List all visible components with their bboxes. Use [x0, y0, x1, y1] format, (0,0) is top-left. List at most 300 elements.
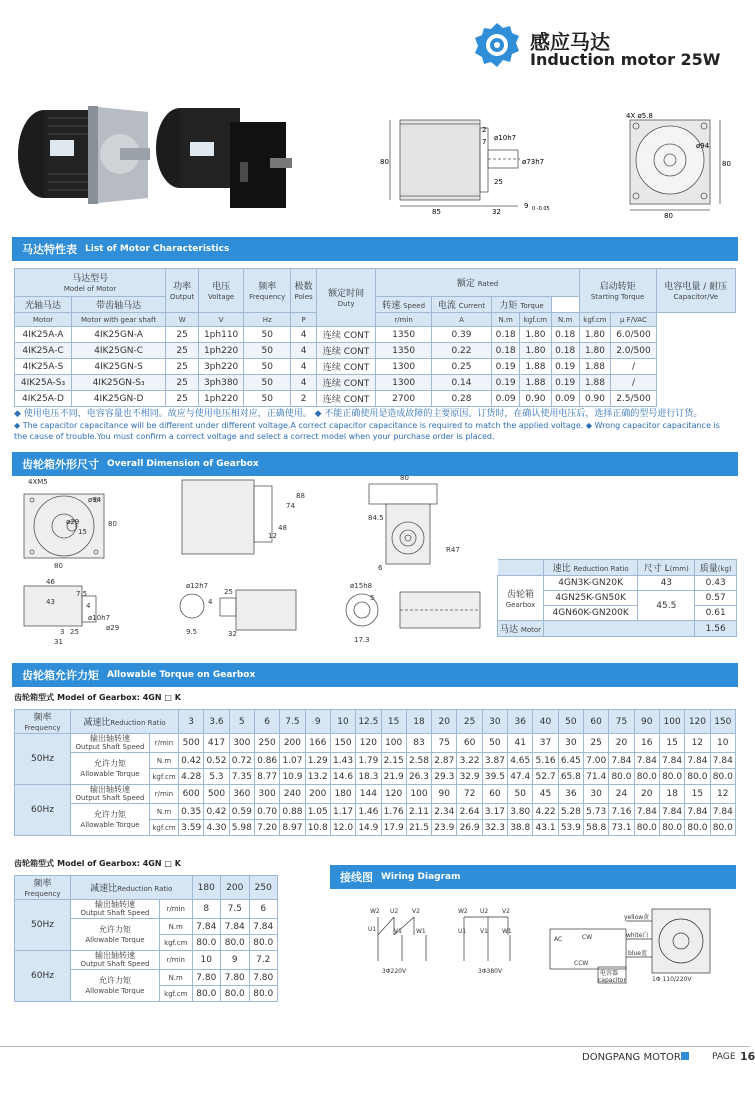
table-cell: 80.0 — [221, 935, 249, 951]
w-u1: U1 — [368, 926, 377, 933]
u-w: W — [166, 313, 199, 327]
table-cell: 4IK25A-S — [15, 359, 72, 375]
table-cell: 80.0 — [192, 935, 220, 951]
table-cell: 1300 — [376, 375, 431, 391]
table-cell: / — [611, 375, 656, 391]
table-cell: 7.84 — [634, 804, 659, 820]
table-cell: 50 — [244, 375, 291, 391]
w-u1b: U1 — [458, 928, 467, 935]
table-cell: 7.20 — [254, 820, 279, 836]
motor-photos — [8, 92, 298, 212]
dim-f-173: 17.3 — [354, 636, 370, 644]
torque-label-cn: 允许力矩 — [98, 924, 131, 934]
unit-cell: N.m — [150, 804, 179, 820]
table-cell: 52.7 — [533, 769, 558, 785]
table-cell: 71.4 — [584, 769, 609, 785]
torque-label-cn: 允许力矩 — [94, 809, 127, 819]
h-current-cn: 电流 — [437, 301, 456, 311]
table-cell: 3.22 — [457, 753, 482, 769]
table-row — [15, 951, 278, 970]
table-cell: 4IK25GN-C — [71, 343, 165, 359]
h-model-cn: 马达型号 — [72, 274, 109, 284]
dim-b-74: 74 — [286, 502, 295, 510]
table-cell: 1.29 — [305, 753, 330, 769]
table-cell: 0.42 — [179, 753, 204, 769]
page-title-en: Induction motor 25W — [530, 50, 721, 69]
table-cell: 80.0 — [192, 986, 220, 1002]
table-cell: 7.00 — [584, 753, 609, 769]
table-cell: 360 — [229, 785, 254, 804]
u-kgf: kgf.cm — [520, 313, 552, 327]
unit-cell: kgf.cm — [159, 986, 192, 1002]
table-cell: 83 — [406, 734, 431, 753]
table-cell: 500 — [204, 785, 229, 804]
w-u2b: U2 — [480, 908, 489, 915]
table-cell: 2.5/500 — [611, 391, 656, 407]
table-cell: 1.80 — [520, 327, 552, 343]
wiring-diagram — [330, 895, 736, 995]
size-2: 45.5 — [638, 591, 695, 621]
footer-page-label: PAGE — [712, 1052, 736, 1062]
ratio-cell: 100 — [659, 710, 684, 734]
table-cell: 29.3 — [432, 769, 457, 785]
section-title-cn: 马达特性表 — [22, 243, 77, 256]
table-cell: 50 — [508, 785, 533, 804]
table-cell: 8.97 — [280, 820, 305, 836]
dim-d-3: 3 — [60, 628, 65, 636]
u-a: A — [431, 313, 492, 327]
ratio-cell: 6 — [254, 710, 279, 734]
table-cell: 80.0 — [609, 769, 634, 785]
table-cell: 7.84 — [221, 919, 249, 935]
table-cell: 240 — [280, 785, 305, 804]
h-shaft-en: Motor — [15, 313, 72, 327]
w-w2: W2 — [370, 908, 380, 915]
ratio-cell: 30 — [482, 710, 507, 734]
dim-85: 85 — [432, 208, 441, 216]
table-cell: 1.43 — [330, 753, 355, 769]
speed-label-cn: 输出轴转速 — [94, 951, 135, 960]
h-output-cn: 功率 — [173, 282, 192, 292]
u-p: P — [291, 313, 317, 327]
table-cell: 0.25 — [431, 359, 492, 375]
table-cell: 73.1 — [609, 820, 634, 836]
footer-square-icon — [681, 1052, 689, 1060]
table-cell: 25 — [166, 327, 199, 343]
ratio-cell: 120 — [685, 710, 710, 734]
table-cell: 25 — [166, 343, 199, 359]
table-cell: 58.8 — [584, 820, 609, 836]
table-cell: 15 — [685, 785, 710, 804]
table-cell: 80.0 — [659, 769, 684, 785]
table-cell: 7.80 — [249, 970, 278, 986]
w-cap1: 3Φ220V — [382, 968, 407, 975]
table-cell: 150 — [330, 734, 355, 753]
table-cell: 100 — [406, 785, 431, 804]
w-cw: CW — [582, 934, 593, 941]
table-cell: 32.3 — [482, 820, 507, 836]
table-row — [15, 900, 278, 919]
ratio-cell: 75 — [609, 710, 634, 734]
table-cell: 1.88 — [579, 375, 611, 391]
table-cell: 80.0 — [710, 769, 735, 785]
notes — [14, 409, 734, 442]
table-cell: 连续 CONT — [316, 375, 376, 391]
ratio-cell: 50 — [558, 710, 583, 734]
table-cell: 4.65 — [508, 753, 533, 769]
dim-d-31: 31 — [54, 638, 63, 646]
torque1-model — [14, 692, 181, 703]
table-cell: 1350 — [376, 327, 431, 343]
table-cell: 6.0/500 — [611, 327, 656, 343]
table-cell: 50 — [244, 359, 291, 375]
dim-9: 9 — [524, 202, 529, 210]
h-ratio-en: Reduction Ratio — [117, 885, 173, 893]
mass-3: 0.61 — [695, 606, 737, 621]
page-title-cn: 感应马达 — [530, 30, 610, 54]
table-cell: 50 — [244, 343, 291, 359]
h-gear-cn: 带齿轴马达 — [96, 301, 142, 311]
mass-2: 0.57 — [695, 591, 737, 606]
table-cell: 90 — [432, 785, 457, 804]
w-w1b: W1 — [502, 928, 512, 935]
section-title-en: List of Motor Characteristics — [85, 244, 230, 254]
table-cell: 7.35 — [229, 769, 254, 785]
table-cell: 20 — [609, 734, 634, 753]
dim-d-29: ø29 — [106, 624, 120, 632]
table-cell: 1.46 — [356, 804, 381, 820]
torque1-model-en: Model of Gearbox: 4GN □ K — [57, 693, 181, 702]
table-cell: 10.9 — [280, 769, 305, 785]
table-cell: 12 — [685, 734, 710, 753]
table-cell: 4 — [291, 343, 317, 359]
table-cell: 5.16 — [533, 753, 558, 769]
table-cell: 16 — [634, 734, 659, 753]
dim-4x: 4X ø5.8 — [626, 112, 653, 120]
h-duty-en: Duty — [337, 300, 355, 308]
table-cell: 0.28 — [431, 391, 492, 407]
h-ratio-en: Reduction Ratio — [573, 565, 629, 573]
table-cell: 10 — [192, 951, 220, 970]
table-cell: 3ph380 — [199, 375, 244, 391]
table-cell: 417 — [204, 734, 229, 753]
table-cell: 7.16 — [609, 804, 634, 820]
dim-25: 25 — [494, 178, 503, 186]
table-cell: 7.84 — [659, 804, 684, 820]
table-cell: 65.8 — [558, 769, 583, 785]
h-current-en: Current — [458, 302, 486, 310]
unit-cell: r/min — [150, 734, 179, 753]
table-cell: 7.84 — [659, 753, 684, 769]
table-cell: 0.09 — [551, 391, 579, 407]
table-cell: 12 — [710, 785, 735, 804]
table-cell: 300 — [254, 785, 279, 804]
speed-label-en: Output Shaft Speed — [80, 960, 150, 968]
w-yellow: yellow黄 — [624, 914, 650, 921]
freq-cell: 60Hz — [15, 951, 71, 1002]
table-cell: 1.80 — [579, 343, 611, 359]
table-cell: 80.0 — [659, 820, 684, 836]
table-cell: 7.84 — [685, 753, 710, 769]
table-cell: 14.6 — [330, 769, 355, 785]
table-cell: 3ph220 — [199, 359, 244, 375]
table-cell: 2.34 — [432, 804, 457, 820]
w-u2: U2 — [390, 908, 399, 915]
h-voltage-en: Voltage — [207, 293, 235, 301]
note-en: ◆ The capacitor capacitance will be different under different voltage.A correct capacitor capacitance is required to match the applied voltage. ◆ Wrong capacitor capacitance is the cause of trouble.You must confirm a correct voltage and select a correct model when your purchase order is placed. — [14, 421, 720, 441]
table-cell: 30 — [584, 785, 609, 804]
table-cell: 39.5 — [482, 769, 507, 785]
h-speed-cn: 转速 — [382, 301, 401, 311]
table-cell: 600 — [179, 785, 204, 804]
table-cell: 26.3 — [406, 769, 431, 785]
table-cell: 1ph220 — [199, 391, 244, 407]
u-cap: μ F/VAC — [611, 313, 656, 327]
table-cell: 7.5 — [221, 900, 249, 919]
ratio-cell: 10 — [330, 710, 355, 734]
ratio-cell: 180 — [192, 876, 220, 900]
table-cell: 0.18 — [492, 343, 520, 359]
ratio-cell: 20 — [432, 710, 457, 734]
speed-label-cn: 输出轴转速 — [94, 900, 135, 909]
table-cell: 7.84 — [710, 804, 735, 820]
torque-table-1 — [14, 709, 736, 836]
speed-label-en: Output Shaft Speed — [75, 743, 145, 751]
h-rated-en: Rated — [477, 280, 499, 288]
size-1: 43 — [638, 576, 695, 591]
dim-2: 2 — [482, 126, 487, 134]
table-cell: 250 — [254, 734, 279, 753]
torque-label-en: Allowable Torque — [80, 820, 140, 829]
dim-d-4: 4 — [86, 602, 91, 610]
note-cn: ◆ 使用电压不同，电容容量也不相同。故应与使用电压相对应，正确使用。 ◆ 不能正确使用是造成故障的主要原因。订货时，在确认使用电压后，选择正确的型号进行订货。 — [14, 409, 703, 419]
table-cell: 80.0 — [685, 820, 710, 836]
table-cell: 24 — [609, 785, 634, 804]
section-title-cn: 接线图 — [340, 871, 373, 884]
table-cell: 80.0 — [634, 820, 659, 836]
motor-mass: 1.56 — [695, 621, 737, 637]
table-cell: 20 — [634, 785, 659, 804]
dim-b-48: 48 — [278, 524, 287, 532]
w-capacitor-en: capacitor — [598, 977, 626, 984]
u-v: V — [199, 313, 244, 327]
table-cell: 0.19 — [551, 375, 579, 391]
freq-cell: 60Hz — [15, 785, 71, 836]
section-gearbox-dimension — [12, 452, 738, 476]
dim-e-25: 25 — [224, 588, 233, 596]
dim-f-5: 5 — [370, 594, 375, 602]
table-cell: 1.76 — [381, 804, 406, 820]
table-cell: 47.4 — [508, 769, 533, 785]
w-ac: AC — [554, 936, 563, 943]
table-row — [15, 804, 736, 820]
h-start-cn: 启动转矩 — [599, 282, 636, 292]
gearbox-cn: 齿轮箱 — [506, 589, 534, 600]
table-cell: 0.88 — [280, 804, 305, 820]
table-cell: 144 — [356, 785, 381, 804]
dim-b-12: 12 — [268, 532, 277, 540]
table-cell: 2.11 — [406, 804, 431, 820]
table-cell: 8.77 — [254, 769, 279, 785]
ratio-cell: 12.5 — [356, 710, 381, 734]
table-cell: 4 — [291, 375, 317, 391]
table-cell: 2.58 — [406, 753, 431, 769]
table-cell: 0.18 — [492, 327, 520, 343]
table-cell: 166 — [305, 734, 330, 753]
h-freq-cn: 频率 — [33, 879, 52, 889]
torque-label-en: Allowable Torque — [80, 769, 140, 778]
torque2-model-en: Model of Gearbox: 4GN □ K — [57, 859, 181, 868]
table-cell: 80.0 — [249, 935, 278, 951]
h-mass-en: (kg) — [717, 565, 732, 573]
ratio-cell: 5 — [229, 710, 254, 734]
h-torque-cn: 力矩 — [499, 301, 518, 311]
table-cell: 7.84 — [249, 919, 278, 935]
table-cell: 1.79 — [356, 753, 381, 769]
table-cell: 25 — [166, 391, 199, 407]
dim-c-r47: R47 — [446, 546, 460, 554]
dim-a-15: 15 — [78, 528, 87, 536]
table-cell: 50 — [244, 327, 291, 343]
table-row — [15, 391, 736, 407]
w-w1: W1 — [416, 928, 426, 935]
w-v2: V2 — [412, 908, 420, 915]
table-cell: 4IK25GN-S — [71, 359, 165, 375]
table-cell: 75 — [432, 734, 457, 753]
ratio-cell: 60 — [584, 710, 609, 734]
table-cell: 0.86 — [254, 753, 279, 769]
u-nm: N.m — [492, 313, 520, 327]
table-cell: 4IK25A-S₃ — [15, 375, 72, 391]
table-cell: 连续 CONT — [316, 391, 376, 407]
torque1-model-cn: 齿轮箱型式 — [14, 693, 54, 702]
w-v1: V1 — [394, 928, 402, 935]
torque-table-2 — [14, 875, 278, 1002]
ratio-cell: 36 — [508, 710, 533, 734]
table-cell: 180 — [330, 785, 355, 804]
dim-c-6: 6 — [378, 564, 383, 572]
section-wiring — [330, 865, 736, 889]
ratio-cell: 25 — [457, 710, 482, 734]
motor-cn: 马达 — [499, 625, 518, 635]
unit-cell: N.m — [150, 753, 179, 769]
table-cell: 6 — [249, 900, 278, 919]
torque2-model — [14, 858, 181, 869]
table-cell: 1.88 — [520, 375, 552, 391]
freq-cell: 50Hz — [15, 734, 71, 785]
ratio-cell: 150 — [710, 710, 735, 734]
ratio-cell: 15 — [381, 710, 406, 734]
dim-10h7: ø10h7 — [494, 134, 517, 142]
torque-label-en: Allowable Torque — [85, 935, 145, 944]
table-cell: 3.87 — [482, 753, 507, 769]
table-cell: 4IK25GN-A — [71, 327, 165, 343]
dim-c-80: 80 — [400, 474, 409, 482]
table-cell: 1350 — [376, 343, 431, 359]
table-cell: 41 — [508, 734, 533, 753]
unit-cell: r/min — [159, 900, 192, 919]
table-row — [15, 785, 736, 804]
h-cap-cn: 电容电量 / 耐压 — [664, 282, 728, 292]
u-hz: Hz — [244, 313, 291, 327]
h-size-en: (mm) — [669, 565, 689, 573]
torque-label-en: Allowable Torque — [85, 986, 145, 995]
h-mass-cn: 质量 — [699, 564, 718, 574]
w-w2b: W2 — [458, 908, 468, 915]
h-poles-en: Poles — [294, 293, 313, 301]
footer-brand: DONGPANG MOTOR — [582, 1052, 681, 1063]
w-ccw: CCW — [574, 960, 589, 967]
table-cell: 8 — [192, 900, 220, 919]
table-row — [15, 343, 736, 359]
table-cell: 1.88 — [520, 359, 552, 375]
h-freq-en: Frequency — [24, 724, 61, 732]
dim-b-88: 88 — [296, 492, 305, 500]
table-cell: 200 — [280, 734, 305, 753]
table-cell: 100 — [381, 734, 406, 753]
table-cell: / — [611, 359, 656, 375]
torque-label-cn: 允许力矩 — [98, 975, 131, 985]
unit-cell: kgf.cm — [150, 820, 179, 836]
table-cell: 80.0 — [685, 769, 710, 785]
h-start-en: Starting Torque — [590, 293, 645, 301]
w-v1b: V1 — [480, 928, 488, 935]
table-cell: 0.39 — [431, 327, 492, 343]
dim-80: 80 — [380, 158, 389, 166]
h-output-en: Output — [169, 293, 195, 301]
dim-94: ø94 — [696, 142, 710, 150]
motor-photo-flat — [18, 106, 150, 204]
footer-divider — [0, 1046, 750, 1047]
table-cell: 7.84 — [609, 753, 634, 769]
table-cell: 200 — [305, 785, 330, 804]
dim-a-4xm5: 4XM5 — [28, 478, 48, 486]
unit-cell: kgf.cm — [150, 769, 179, 785]
table-cell: 80.0 — [249, 986, 278, 1002]
ratio-cell: 18 — [406, 710, 431, 734]
w-white: white白 — [626, 932, 649, 939]
table-cell: 60 — [482, 785, 507, 804]
table-cell: 4.28 — [179, 769, 204, 785]
dim-73h7: ø73h7 — [522, 158, 545, 166]
h-ratio-cn: 减速比 — [83, 718, 111, 728]
table-cell: 72 — [457, 785, 482, 804]
table-cell: 300 — [229, 734, 254, 753]
table-cell: 60 — [457, 734, 482, 753]
table-cell: 25 — [584, 734, 609, 753]
table-cell: 7.84 — [192, 919, 220, 935]
w-blue: blue蓝 — [628, 950, 647, 957]
h-ratio-cn: 减速比 — [90, 884, 118, 894]
table-cell: 1.17 — [330, 804, 355, 820]
w-v2b: V2 — [502, 908, 510, 915]
section-title-en: Overall Dimension of Gearbox — [107, 459, 259, 469]
dim-a-80b: 80 — [54, 562, 63, 570]
table-cell: 26.9 — [457, 820, 482, 836]
table-cell: 0.22 — [431, 343, 492, 359]
table-cell: 36 — [558, 785, 583, 804]
table-cell: 0.90 — [579, 391, 611, 407]
table-cell: 4.22 — [533, 804, 558, 820]
table-cell: 1.80 — [520, 343, 552, 359]
dim-f-15h8: ø15h8 — [350, 582, 373, 590]
dim-d-43: 43 — [46, 598, 55, 606]
reduction-ratio-table — [497, 559, 737, 637]
table-cell: 4 — [291, 359, 317, 375]
table-cell: 14.9 — [356, 820, 381, 836]
table-cell: 1ph220 — [199, 343, 244, 359]
table-cell: 5.3 — [204, 769, 229, 785]
